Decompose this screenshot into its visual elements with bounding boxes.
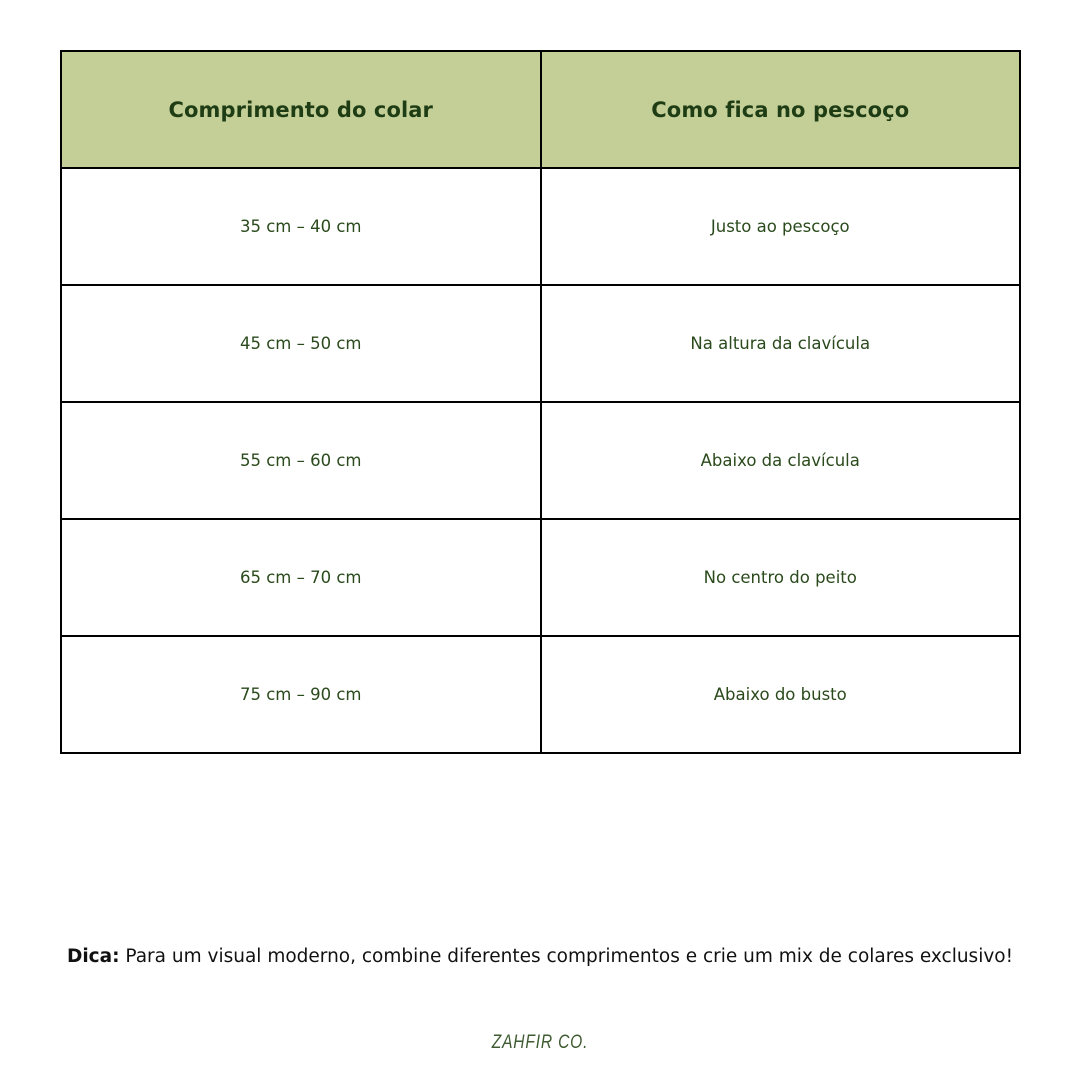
table-row — [61, 402, 1020, 519]
fit-cell: No centro do peito — [541, 519, 1021, 636]
length-cell: 75 cm – 90 cm — [61, 636, 541, 753]
table-row — [61, 285, 1020, 402]
header-fit: Como fica no pescoço — [541, 51, 1021, 168]
fit-cell: Abaixo do busto — [541, 636, 1021, 753]
tip-label: Dica: — [66, 946, 120, 967]
tip-paragraph — [0, 946, 1080, 967]
table-row — [61, 168, 1020, 285]
header-length: Comprimento do colar — [61, 51, 541, 168]
brand-logo: ZAHFIR CO. — [491, 1032, 589, 1053]
table-row — [61, 519, 1020, 636]
tip-text: Para um visual moderno, combine diferentes comprimentos e crie um mix de colares exclusivo! — [119, 946, 1014, 967]
length-cell: 65 cm – 70 cm — [61, 519, 541, 636]
fit-cell: Abaixo da clavícula — [541, 402, 1021, 519]
length-cell: 55 cm – 60 cm — [61, 402, 541, 519]
length-cell: 35 cm – 40 cm — [61, 168, 541, 285]
fit-cell: Justo ao pescoço — [541, 168, 1021, 285]
length-cell: 45 cm – 50 cm — [61, 285, 541, 402]
table-row — [61, 636, 1020, 753]
table-header-row — [61, 51, 1020, 168]
necklace-length-table — [60, 50, 1021, 754]
fit-cell: Na altura da clavícula — [541, 285, 1021, 402]
